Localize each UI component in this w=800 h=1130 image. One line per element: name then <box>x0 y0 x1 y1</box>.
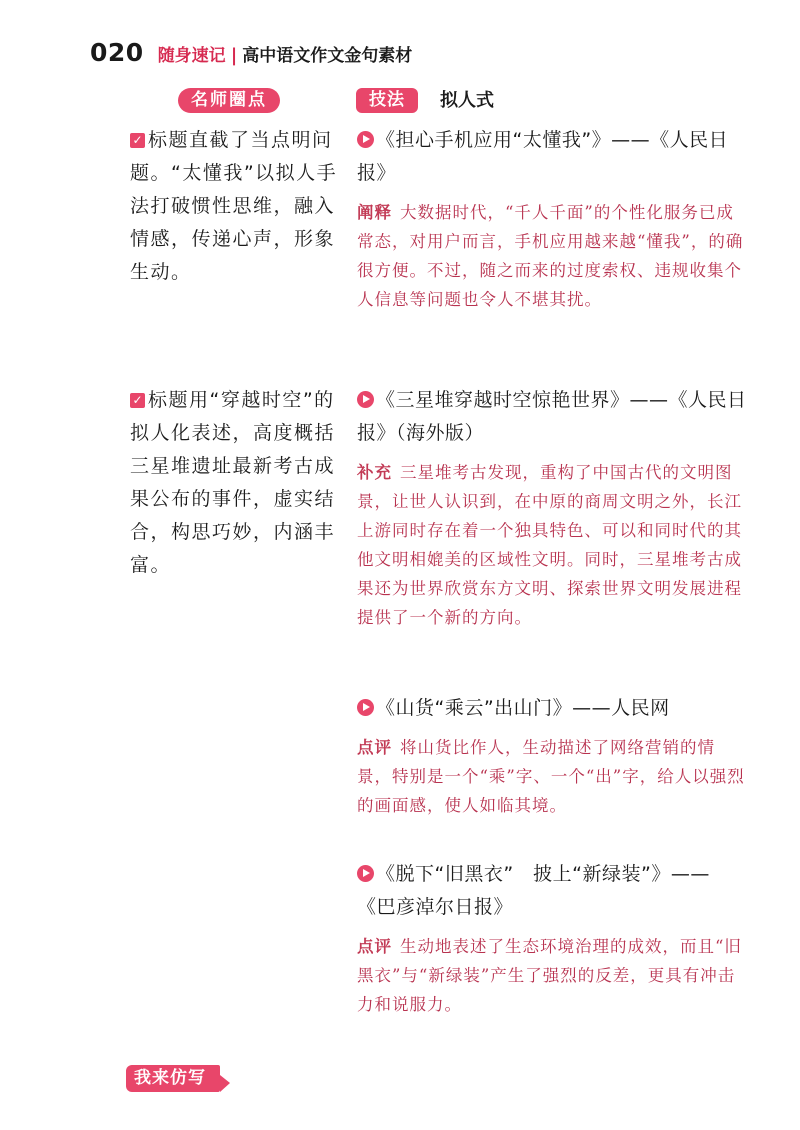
teacher-note <box>130 124 340 289</box>
page-number: 020 <box>90 38 144 67</box>
play-icon <box>357 699 374 716</box>
comment-text: 大数据时代，“千人千面”的个性化服务已成常态，对用户而言，手机应用越来越“懂我”，的确很方便。不过，随之而来的过度索权、违规收集个人信息等问题也令人不堪其扰。 <box>357 203 744 309</box>
technique-name: 拟人式 <box>440 90 494 111</box>
book-title: 高中语文作文金句素材 <box>242 46 413 66</box>
headline-text: 《脱下“旧黑衣” 披上“新绿装”》——《巴彦淖尔日报》 <box>357 863 710 918</box>
play-icon <box>357 865 374 882</box>
headline-title <box>357 858 747 924</box>
comment-label: 点评 <box>357 738 392 757</box>
headline-text: 《担心手机应用“太懂我”》——《人民日报》 <box>357 129 729 184</box>
series-name: 随身速记 <box>157 46 226 66</box>
headline-text: 《山货“乘云”出山门》——人民网 <box>376 697 670 719</box>
header-separator: | <box>230 45 238 66</box>
imitate-writing-label: 我来仿写 <box>126 1065 220 1092</box>
headline-entry <box>357 384 747 632</box>
comment-label: 点评 <box>357 937 392 956</box>
comment-text: 生动地表述了生态环境治理的成效，而且“旧黑衣”与“新绿装”产生了强烈的反差，更具有冲击力和说服力。 <box>357 937 742 1014</box>
comment-label: 补充 <box>357 463 392 482</box>
headline-title <box>357 124 747 190</box>
comment-text: 三星堆考古发现，重构了中国古代的文明图景，让世人认识到，在中原的商周文明之外，长江上游同时存在着一个独具特色、可以和同时代的其他文明相媲美的区域性文明。同时，三星堆考古成果还为世界欣赏东方文明、探索世界文明发展进程提供了一个新的方向。 <box>357 463 742 627</box>
headline-title <box>357 384 747 450</box>
checkbox-icon: ✓ <box>130 393 145 408</box>
teacher-note-text: 标题直截了当点明问题。“太懂我”以拟人手法打破惯性思维，融入情感，传递心声，形象生动。 <box>130 129 338 283</box>
headline-comment <box>357 932 747 1019</box>
headline-entry <box>357 858 747 1019</box>
play-icon <box>357 131 374 148</box>
page-header <box>90 38 412 67</box>
headline-entry <box>357 692 747 820</box>
technique-badge: 技法 <box>356 88 418 113</box>
play-icon <box>357 391 374 408</box>
headline-entry <box>357 124 747 314</box>
headline-comment <box>357 198 747 314</box>
teacher-note-text: 标题用“穿越时空”的拟人化表述，高度概括三星堆遗址最新考古成果公布的事件，虚实结合，构思巧妙，内涵丰富。 <box>130 389 336 576</box>
comment-label: 阐释 <box>357 203 392 222</box>
checkbox-icon: ✓ <box>130 133 145 148</box>
headline-title <box>357 692 747 725</box>
headline-text: 《三星堆穿越时空惊艳世界》——《人民日报》（海外版） <box>357 389 747 444</box>
headline-comment <box>357 733 747 820</box>
headline-comment <box>357 458 747 632</box>
teacher-note <box>130 384 340 582</box>
comment-text: 将山货比作人，生动描述了网络营销的情景，特别是一个“乘”字、一个“出”字，给人以强烈的画面感，使人如临其境。 <box>357 738 745 815</box>
teacher-notes-badge: 名师圈点 <box>178 88 280 113</box>
